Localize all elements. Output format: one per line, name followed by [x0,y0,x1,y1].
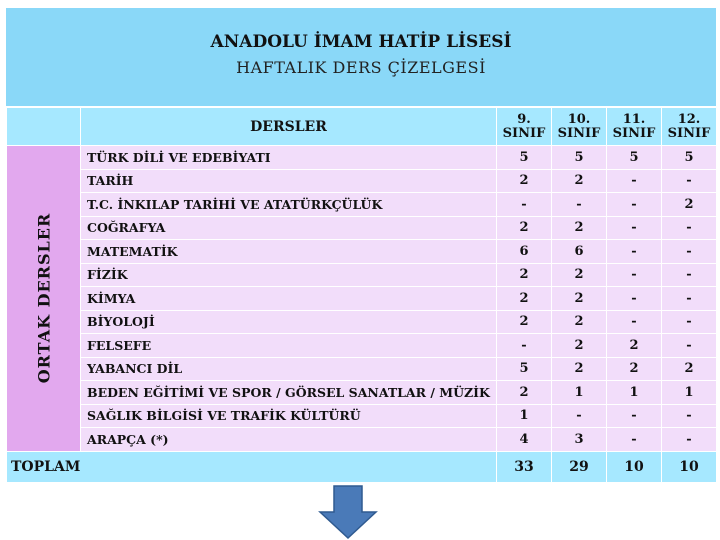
grade-header-10: 10. SINIF [552,108,607,146]
hours-cell: 2 [552,263,607,287]
hours-cell: - [552,404,607,428]
table-row [7,169,717,193]
header-banner [6,8,716,106]
subject-name: BEDEN EĞİTİMİ VE SPOR / GÖRSEL SANATLAR / MÜZİK [81,381,497,405]
hours-cell: 2 [497,216,552,240]
hours-cell: - [662,310,717,334]
hours-cell: - [662,428,717,452]
hours-cell: 2 [497,381,552,405]
hours-cell: - [662,334,717,358]
group-label-cell [7,146,81,452]
table-row [7,310,717,334]
hours-cell: 2 [497,287,552,311]
hours-cell: 2 [497,169,552,193]
hours-cell: - [607,169,662,193]
total-hours-cell: 10 [662,451,717,482]
subjects-header: DERSLER [81,108,497,146]
hours-cell: - [662,216,717,240]
hours-cell: - [607,310,662,334]
hours-cell: 4 [497,428,552,452]
table-row [7,193,717,217]
subject-name: KİMYA [81,287,497,311]
hours-cell: - [607,263,662,287]
table-row [7,146,717,170]
group-label: ORTAK DERSLER [34,212,53,384]
hours-cell: 2 [552,357,607,381]
hours-cell: 1 [552,381,607,405]
hours-cell: 1 [497,404,552,428]
grade-header-9: 9. SINIF [497,108,552,146]
subject-name: FELSEFE [81,334,497,358]
hours-cell: - [497,193,552,217]
hours-cell: 2 [552,287,607,311]
subject-name: ARAPÇA (*) [81,428,497,452]
grade-header-12: 12. SINIF [662,108,717,146]
subject-name: TÜRK DİLİ VE EDEBİYATI [81,146,497,170]
hours-cell: - [662,240,717,264]
table-row [7,263,717,287]
hours-cell: 6 [552,240,607,264]
hours-cell: 2 [662,193,717,217]
subject-name: SAĞLIK BİLGİSİ VE TRAFİK KÜLTÜRÜ [81,404,497,428]
down-arrow-icon [318,484,378,540]
total-hours-cell: 29 [552,451,607,482]
hours-cell: - [607,287,662,311]
hours-cell: 2 [552,334,607,358]
table-row [7,334,717,358]
hours-cell: - [607,428,662,452]
hours-cell: - [497,334,552,358]
table-header-row [7,108,717,146]
hours-cell: 2 [607,334,662,358]
weekly-schedule-table [6,107,717,483]
total-hours-cell: 10 [607,451,662,482]
subject-name: YABANCI DİL [81,357,497,381]
hours-cell: 5 [552,146,607,170]
hours-cell: 2 [552,310,607,334]
hours-cell: 6 [497,240,552,264]
hours-cell: 5 [662,146,717,170]
hours-cell: 2 [552,216,607,240]
schedule-subtitle: HAFTALIK DERS ÇİZELGESİ [236,58,486,77]
hours-cell: 2 [662,357,717,381]
table-row [7,240,717,264]
grade-header-11: 11. SINIF [607,108,662,146]
hours-cell: 2 [497,263,552,287]
hours-cell: - [552,193,607,217]
table-row [7,404,717,428]
subject-name: MATEMATİK [81,240,497,264]
table-row [7,287,717,311]
hours-cell: 5 [497,146,552,170]
total-hours-cell: 33 [497,451,552,482]
hours-cell: - [662,263,717,287]
table-row [7,428,717,452]
hours-cell: 2 [497,310,552,334]
hours-cell: - [607,193,662,217]
subject-name: TARİH [81,169,497,193]
hours-cell: 5 [607,146,662,170]
hours-cell: - [607,240,662,264]
hours-cell: 3 [552,428,607,452]
hours-cell: - [662,404,717,428]
hours-cell: - [607,404,662,428]
school-title: ANADOLU İMAM HATİP LİSESİ [210,32,512,52]
hours-cell: 2 [552,169,607,193]
hours-cell: 1 [662,381,717,405]
subject-name: T.C. İNKILAP TARİHİ VE ATATÜRKÇÜLÜK [81,193,497,217]
hours-cell: - [662,169,717,193]
hours-cell: 5 [497,357,552,381]
total-row [7,451,717,482]
subject-name: BİYOLOJİ [81,310,497,334]
subject-name: COĞRAFYA [81,216,497,240]
subject-name: FİZİK [81,263,497,287]
hours-cell: 1 [607,381,662,405]
hours-cell: - [662,287,717,311]
hours-cell: - [607,216,662,240]
hours-cell: 2 [607,357,662,381]
header-corner [7,108,81,146]
total-label: TOPLAM [7,451,497,482]
table-row [7,216,717,240]
table-row [7,357,717,381]
table-row [7,381,717,405]
